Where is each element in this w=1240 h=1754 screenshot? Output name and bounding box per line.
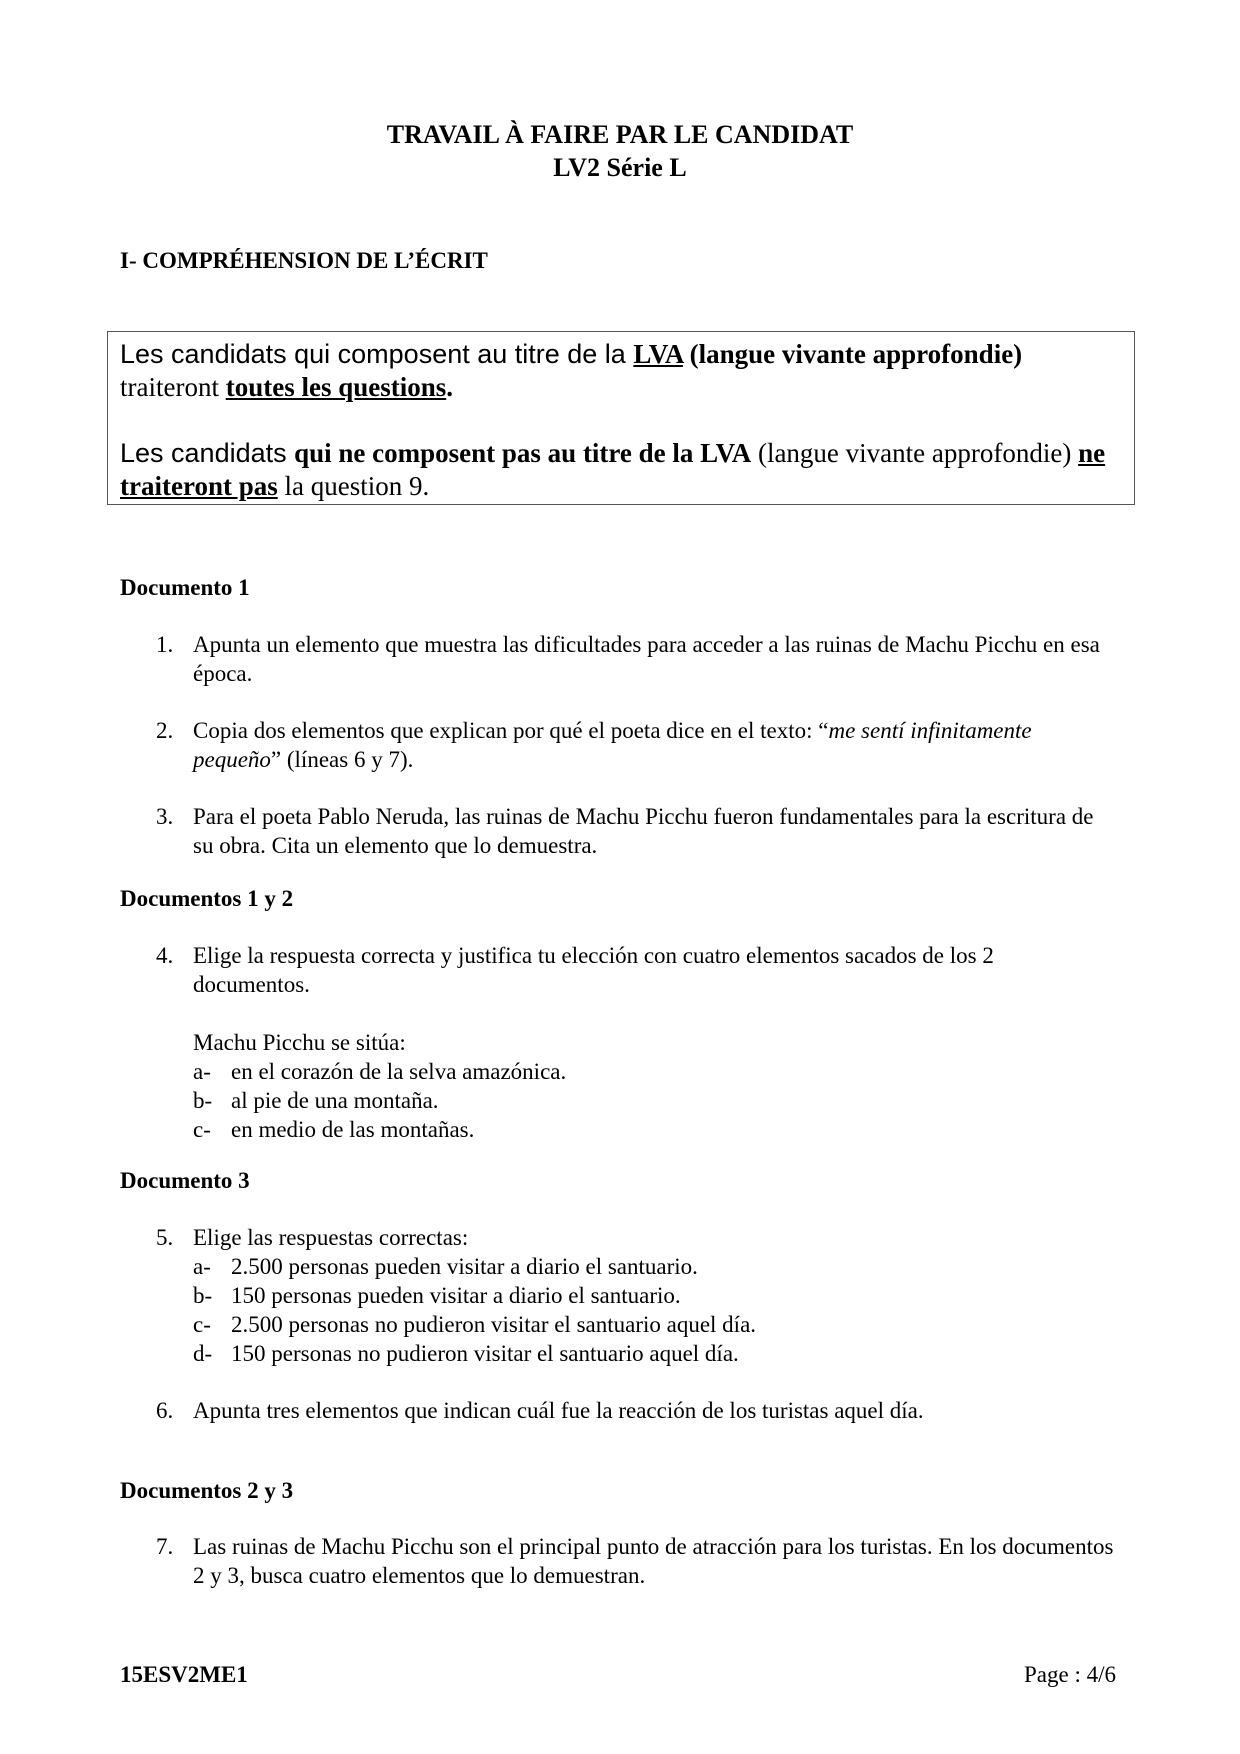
section-heading: I- COMPRÉHENSION DE L’ÉCRIT xyxy=(120,248,488,273)
question-text: Elige las respuestas correctas: xyxy=(193,1225,469,1250)
question-number: 3. xyxy=(156,804,174,829)
option-letter: b- xyxy=(193,1283,213,1308)
option-text: 2.500 personas no pudieron visitar el santuario aquel día. xyxy=(231,1312,757,1337)
footer-page-number: Page : 4/6 xyxy=(1024,1662,1116,1687)
option-letter: c- xyxy=(193,1312,211,1337)
text-run: . xyxy=(446,372,453,402)
text-run: qui ne composent pas au titre de la LVA xyxy=(294,438,752,468)
text-run: (langue vivante approfondie) xyxy=(682,339,1023,369)
option-text: 150 personas pueden visitar a diario el santuario. xyxy=(231,1283,681,1308)
text-run: Les candidats xyxy=(120,438,295,468)
text-run: Copia dos elementos que explican por qué el poeta dice en el texto: “ xyxy=(193,718,829,743)
quoted-text: me sentí infinitamente pequeño xyxy=(193,718,1032,772)
option-item xyxy=(193,1339,1116,1368)
instructions-paragraph-2 xyxy=(120,437,1122,503)
options-list xyxy=(193,1252,1116,1368)
text-run: ” (líneas 6 y 7). xyxy=(270,747,414,772)
question-text: Elige la respuesta correcta y justifica tu elección con cuatro elementos sacados de los 2 documentos. xyxy=(193,943,994,997)
question-text: Apunta un elemento que muestra las dificultades para acceder a las ruinas de Machu Picchu en esa época. xyxy=(193,632,1100,686)
question-1 xyxy=(156,630,1116,688)
question-6 xyxy=(156,1396,1116,1425)
question-3 xyxy=(156,802,1116,860)
question-text: Apunta tres elementos que indican cuál fue la reacción de los turistas aquel día. xyxy=(193,1398,924,1423)
option-text: en el corazón de la selva amazónica. xyxy=(231,1059,567,1084)
text-run: toutes les questions xyxy=(225,372,447,402)
document-heading: Documento 1 xyxy=(120,575,250,600)
question-number: 7. xyxy=(156,1534,174,1559)
question-4 xyxy=(156,941,1116,1144)
question-number: 6. xyxy=(156,1398,174,1423)
option-text: 150 personas no pudieron visitar el santuario aquel día. xyxy=(231,1341,739,1366)
question-text: Para el poeta Pablo Neruda, las ruinas de Machu Picchu fueron fundamentales para la escritura de su obra. Cita un elemento que lo demuestra. xyxy=(193,804,1094,858)
option-item xyxy=(193,1115,1116,1144)
text-run: la question 9. xyxy=(277,471,430,501)
question-5 xyxy=(156,1223,1116,1368)
page-title xyxy=(0,118,1240,184)
options-list xyxy=(193,1057,1116,1144)
option-text: 2.500 personas pueden visitar a diario el santuario. xyxy=(231,1254,698,1279)
text-run: ne traiteront pas xyxy=(120,438,1106,501)
option-letter: a- xyxy=(193,1254,211,1279)
option-letter: c- xyxy=(193,1117,211,1142)
option-letter: b- xyxy=(193,1088,213,1113)
instructions-box xyxy=(107,331,1135,505)
option-text: al pie de una montaña. xyxy=(231,1088,439,1113)
option-item xyxy=(193,1281,1116,1310)
question-lead: Machu Picchu se sitúa: xyxy=(193,1030,406,1055)
document-heading: Documentos 1 y 2 xyxy=(120,886,294,911)
document-heading: Documento 3 xyxy=(120,1168,250,1193)
text-run: Les candidats qui composent au titre de la xyxy=(120,339,634,369)
question-text xyxy=(193,716,1116,774)
question-2 xyxy=(156,716,1116,774)
instructions-paragraph-1 xyxy=(120,338,1122,404)
question-number: 2. xyxy=(156,718,174,743)
title-line-1: TRAVAIL À FAIRE PAR LE CANDIDAT xyxy=(386,120,854,149)
option-item xyxy=(193,1057,1116,1086)
text-run: (langue vivante approfondie) xyxy=(751,438,1079,468)
option-item xyxy=(193,1252,1116,1281)
footer-document-code: 15ESV2ME1 xyxy=(120,1662,248,1687)
question-number: 1. xyxy=(156,632,174,657)
document-heading: Documentos 2 y 3 xyxy=(120,1478,294,1503)
text-run: traiteront xyxy=(120,372,226,402)
title-line-2: LV2 Série L xyxy=(553,153,687,182)
question-text: Las ruinas de Machu Picchu son el principal punto de atracción para los turistas. En los documentos 2 y 3, busca cuatro elementos que lo demuestran. xyxy=(193,1534,1114,1588)
question-number: 4. xyxy=(156,943,174,968)
option-letter: d- xyxy=(193,1341,213,1366)
text-run-lva: LVA xyxy=(633,339,683,369)
option-text: en medio de las montañas. xyxy=(231,1117,475,1142)
option-item xyxy=(193,1086,1116,1115)
question-7 xyxy=(156,1532,1116,1590)
option-letter: a- xyxy=(193,1059,211,1084)
option-item xyxy=(193,1310,1116,1339)
question-number: 5. xyxy=(156,1225,174,1250)
